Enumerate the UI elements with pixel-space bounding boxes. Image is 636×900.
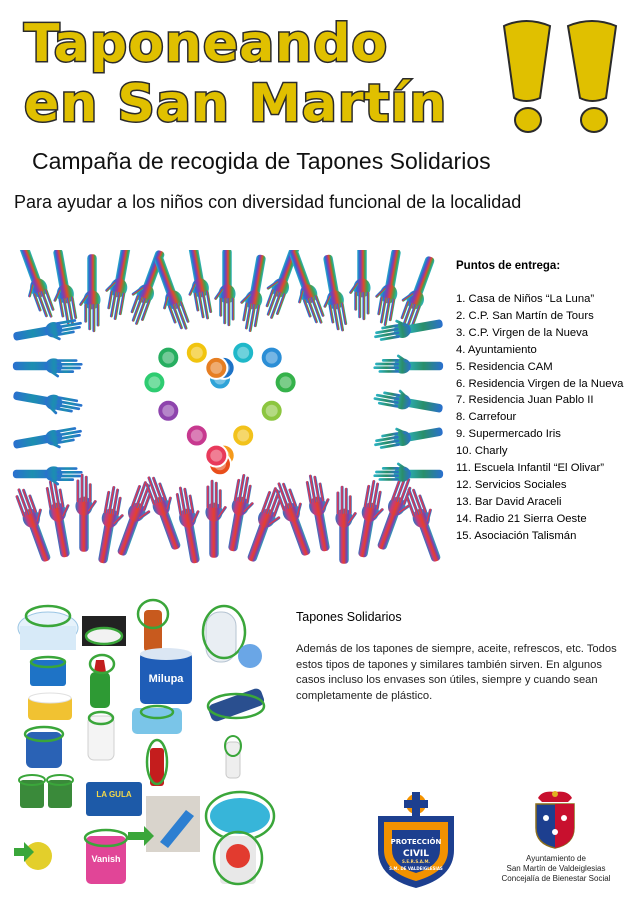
cream-container-image [18, 606, 78, 650]
bottle-cap-highlight [266, 405, 278, 417]
raised-hand-shape [12, 388, 83, 419]
raised-hand-shape [205, 480, 227, 558]
bottle-cap-highlight [210, 362, 222, 374]
bottle-cap-highlight [162, 352, 174, 364]
title-line-2: en San Martín [24, 74, 448, 134]
raised-hand-shape [100, 250, 135, 321]
delivery-point: 7. Residencia Juan Pablo II [456, 394, 594, 407]
orbit-tub-image [30, 657, 66, 686]
vanish-label: Vanish [91, 854, 121, 864]
raised-hand-shape [335, 486, 357, 564]
la-gula-pack-image [86, 782, 142, 816]
delivery-point: 4. Ayuntamiento [456, 343, 537, 356]
milupa-label: Milupa [148, 673, 184, 685]
delivery-point: 9. Supermercado Iris [456, 428, 561, 441]
bottle-cap-highlight [210, 450, 222, 462]
delivery-point: 12. Servicios Sociales [456, 478, 567, 491]
bottle-cap-highlight [237, 430, 249, 442]
raised-hand-shape [372, 419, 444, 450]
la-gula-label: LA GULA [96, 790, 132, 799]
town-council-caption [486, 854, 626, 884]
double-exclamation-graphic [496, 18, 628, 138]
info-heading: Tapones Solidarios [296, 610, 402, 624]
town-line-1: Ayuntamiento de [526, 854, 586, 863]
delivery-point: 15. Asociación Talismán [456, 529, 577, 542]
pc-bottom-label: S.M. DE VALDEIGLESIAS [389, 866, 443, 871]
baby-shampoo-bottle-image [88, 712, 114, 760]
raised-hand-shape [304, 472, 339, 553]
green-jars-image [19, 775, 73, 808]
bottle-cap-highlight [280, 376, 292, 388]
delivery-points-items [456, 291, 634, 545]
dish-soap-bottle-image [90, 655, 114, 708]
raised-hand-shape [12, 425, 84, 456]
delivery-point: 2. C.P. San Martín de Tours [456, 309, 594, 322]
nasal-spray-image [225, 736, 241, 778]
raised-hand-shape [13, 466, 83, 486]
glue-stick-image [147, 740, 167, 786]
pc-top-label: PROTECCIÓN [390, 838, 442, 846]
spray-can-image [138, 600, 168, 652]
bottle-cap-highlight [191, 347, 203, 359]
bottle-cap-highlight [237, 347, 249, 359]
bottle-cap-highlight [162, 405, 174, 417]
raised-hand-shape [79, 254, 101, 332]
bottle-cap-highlight [148, 376, 160, 388]
bottle-cap-highlight [191, 430, 203, 442]
milupa-tub-image [140, 648, 192, 704]
raised-hand-shape [349, 250, 371, 320]
delivery-point: 11. Escuela Infantil “El Olivar” [456, 462, 604, 475]
raised-hand-shape [370, 250, 405, 327]
accepted-caps-products-collage [10, 596, 280, 892]
campaign-tagline: Para ayudar a los niños con diversidad funcional de la localidad [14, 192, 522, 212]
raised-hand-shape [12, 250, 58, 323]
campaign-subtitle: Campaña de recogida de Tapones Solidarios [32, 148, 491, 174]
vanish-tub-image [85, 830, 127, 884]
title-line-1: Taponeando [24, 14, 389, 74]
pc-middle-label: CIVIL [402, 849, 430, 859]
raised-hand-shape [174, 484, 209, 565]
raised-hand-shape [373, 385, 444, 416]
delivery-points-list [456, 260, 634, 545]
raised-hand-shape [44, 478, 79, 559]
info-text: Además de los tapones de siempre, aceite, refrescos, etc. Todos estos tipos de tapones y similares también sirven. En algunos casos incluso los envases son útiles, siempre y cuando sean completamente de plástico. [296, 643, 617, 702]
delivery-point: 1. Casa de Niños “La Luna” [456, 293, 595, 305]
town-coat-of-arms [530, 788, 580, 850]
hands-and-caps-heart-illustration [12, 250, 444, 566]
raised-hand-shape [75, 474, 97, 552]
black-cup-image [82, 616, 126, 646]
campaign-title [24, 14, 447, 134]
town-line-2: San Martín de Valdeiglesias [506, 864, 606, 873]
lemon-squeezer-image [14, 842, 52, 870]
raised-hand-shape [13, 358, 83, 378]
raised-hand-shape [235, 253, 270, 334]
yellow-tub-image [28, 693, 72, 720]
blue-tub-image [25, 727, 63, 768]
delivery-point: 3. C.P. Virgen de la Nueva [456, 326, 589, 339]
pc-band-label: S.E.R.S.A.M. [402, 859, 430, 864]
delivery-point: 13. Bar David Araceli [456, 495, 562, 508]
delivery-point: 10. Charly [456, 445, 508, 458]
wipes-pack-image [132, 706, 182, 734]
town-line-3: Concejalía de Bienestar Social [501, 874, 611, 883]
solidarity-caps-info [296, 610, 626, 704]
proteccion-civil-logo [372, 790, 460, 890]
razor-image [207, 687, 266, 723]
delivery-point: 5. Residencia CAM [456, 360, 553, 373]
delivery-point: 6. Residencia Virgen de la Nueva [456, 377, 624, 390]
raised-hand-shape [214, 250, 236, 326]
cleaning-bottle-image [214, 832, 262, 884]
delivery-point: 14. Radio 21 Sierra Oeste [456, 512, 587, 525]
delivery-points-heading: Puntos de entrega: [456, 260, 561, 272]
roll-on-bottle-image [203, 606, 262, 668]
raised-hand-shape [373, 354, 443, 374]
raised-hand-shape [373, 462, 443, 482]
delivery-point: 8. Carrefour [456, 411, 517, 424]
raised-hand-shape [12, 317, 84, 348]
bottle-cap-highlight [266, 352, 278, 364]
